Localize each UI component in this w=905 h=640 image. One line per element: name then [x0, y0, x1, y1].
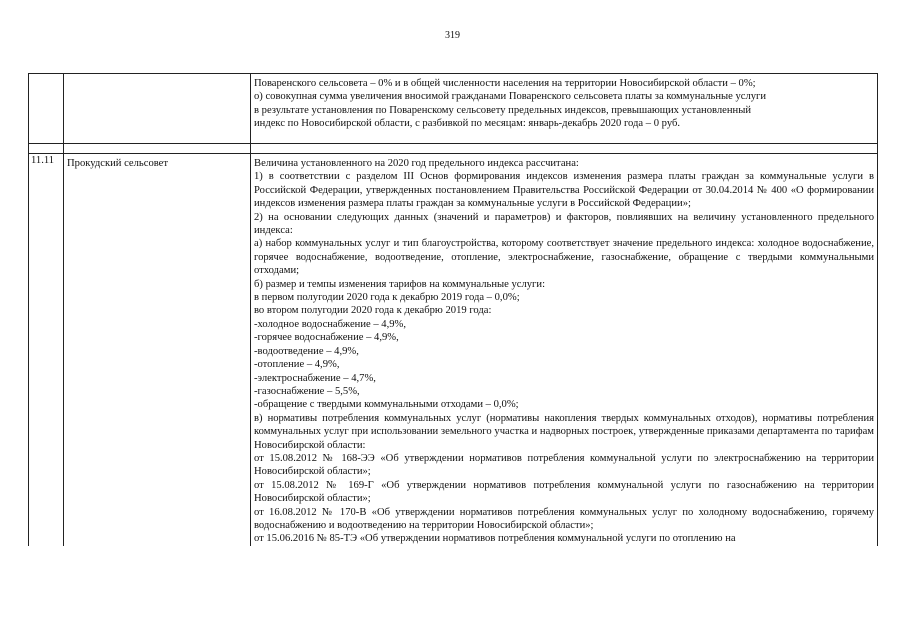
row-number: 11.11 — [29, 154, 64, 546]
table-row — [29, 154, 878, 546]
text-line: в первом полугодии 2020 года к декабрю 2019 года – 0,0%; — [254, 292, 520, 304]
row-gap — [29, 144, 878, 154]
row-name: Прокудский сельсовет — [64, 154, 251, 546]
text-line: во втором полугодии 2020 года к декабрю 2019 года: — [254, 305, 492, 317]
text-line: в результате установления по Поваренскому сельсовету предельных индексов, превышающих установленный — [254, 104, 751, 116]
text-line: индекс по Новосибирской области, с разбивкой по месяцам: январь-декабрь 2020 года – 0 руб. — [254, 118, 681, 130]
text-line: а) набор коммунальных услуг и тип благоустройства, которому соответствует значение предельного индекса: холодное водоснабжение, горячее водоснабжение, водоотведение, отопление, электроснабжение, газоснабжение, обращение с твердыми коммунальными отходами; — [254, 238, 874, 277]
text-line: -обращение с твердыми коммунальными отходами – 0,0%; — [254, 399, 519, 411]
text-line: -отопление – 4,9%, — [254, 359, 340, 371]
text-line: -электроснабжение – 4,7%, — [254, 372, 376, 384]
text-line: -горячее водоснабжение – 4,9%, — [254, 332, 399, 344]
text-line: в) нормативы потребления коммунальных услуг (нормативы накопления твердых коммунальных отходов), нормативы потребления коммунальных услуг при использовании земельного участка и надворных построек, утвержденные приказами департамента по тарифам Новосибирской области: — [254, 412, 874, 451]
text-line: б) размер и темпы изменения тарифов на коммунальные услуги: — [254, 278, 546, 290]
text-line: от 15.08.2012 № 168-ЭЭ «Об утверждении нормативов потребления коммунальной услуги по электроснабжению на территории Новосибирской области»; — [254, 452, 874, 478]
text-line: Поваренского сельсовета – 0% и в общей численности населения на территории Новосибирской области – 0%; — [254, 78, 756, 89]
text-line: о) совокупная сумма увеличения вносимой гражданами Поваренского сельсовета платы за коммунальные услуги — [254, 91, 767, 103]
text-line: -газоснабжение – 5,5%, — [254, 385, 360, 397]
row-content — [251, 74, 878, 144]
text-line: от 15.08.2012 № 169-Г «Об утверждении нормативов потребления коммунальной услуги по газоснабжению на территории Новосибирской области»; — [254, 479, 874, 505]
row-number — [29, 74, 64, 144]
text-line: от 15.06.2016 № 85-ТЭ «Об утверждении нормативов потребления коммунальной услуги по отоплению на — [254, 533, 736, 545]
table-row — [29, 74, 878, 144]
text-line: 1) в соответствии с разделом III Основ формирования индексов изменения размера платы граждан за коммунальные услуги в Российской Федерации, утвержденных постановлением Правительства Российской Федерации от 30.04.2014 № 400 «О формировании индексов изменения размера платы граждан за коммунальные услуги в Российской Федерации»; — [254, 171, 874, 210]
row-name — [64, 74, 251, 144]
row-content — [251, 154, 878, 546]
text-line: -водоотведение – 4,9%, — [254, 345, 359, 357]
text-line: от 16.08.2012 № 170-В «Об утверждении нормативов потребления коммунальных услуг по холодному водоснабжению, горячему водоснабжению и водоотведению на территории Новосибирской области»; — [254, 506, 874, 531]
text-line: 2) на основании следующих данных (значений и параметров) и факторов, повлиявших на величину установленного предельного индекса: — [254, 211, 874, 237]
text-line: Величина установленного на 2020 год предельного индекса рассчитана: — [254, 158, 579, 169]
document-table — [28, 73, 878, 546]
page-number: 319 — [445, 30, 460, 41]
text-line: -холодное водоснабжение – 4,9%, — [254, 318, 406, 330]
